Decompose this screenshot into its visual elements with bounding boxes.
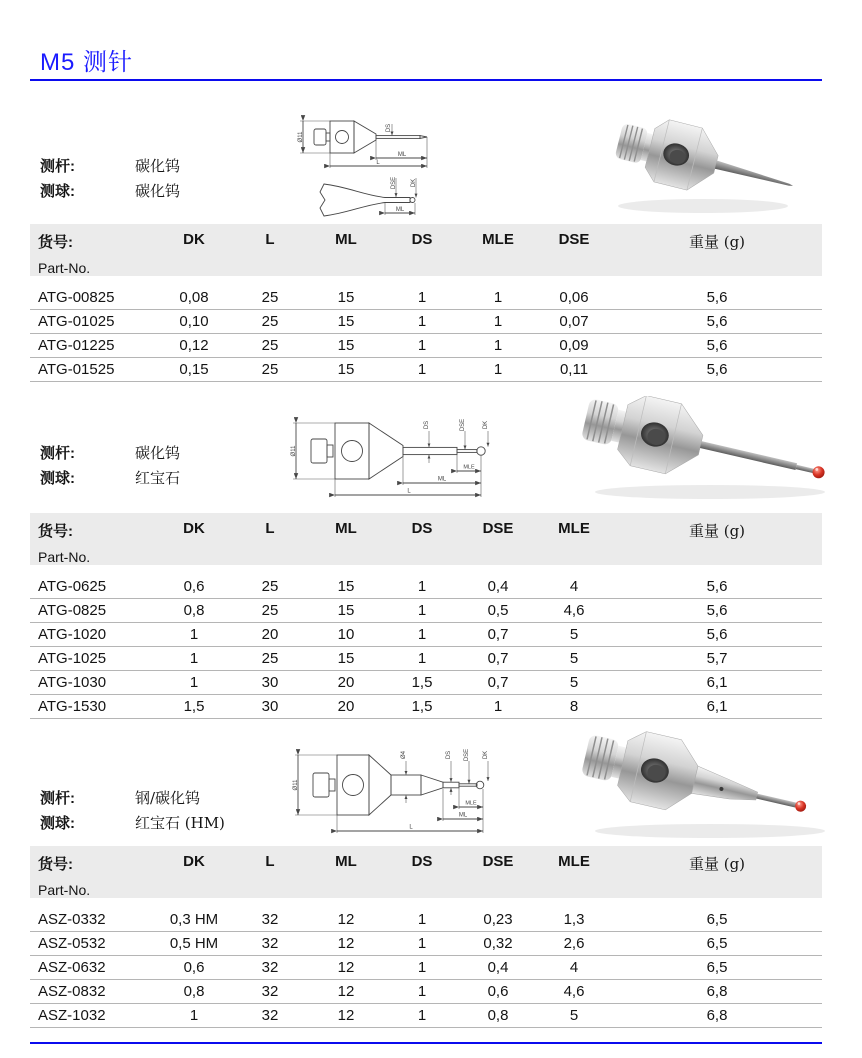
spec-cell: 6,1 xyxy=(612,671,822,695)
dim-label: DS xyxy=(446,750,452,760)
spec-cell: 1 xyxy=(384,647,460,671)
spec-cell: 1,5 xyxy=(384,695,460,719)
table-row xyxy=(30,599,822,623)
spec-cell: 30 xyxy=(232,695,308,719)
spec-cell: 0,15 xyxy=(156,358,232,382)
spec-table-3 xyxy=(30,846,822,1028)
col-header: DS xyxy=(384,513,460,570)
title-divider xyxy=(30,79,822,81)
spec-cell: 5 xyxy=(536,1004,612,1028)
table-row xyxy=(30,310,822,334)
part-no-cell: ATG-1030 xyxy=(30,671,156,695)
dim-label: DK xyxy=(411,178,417,188)
shaft-label: 测杆: xyxy=(40,790,75,807)
part-no-cell: ATG-1025 xyxy=(30,647,156,671)
part-sublabel: Part-No. xyxy=(38,549,91,565)
spec-cell: 0,7 xyxy=(460,647,536,671)
part-label: 货号: xyxy=(38,856,73,873)
spec-cell: 5,6 xyxy=(612,599,822,623)
spec-cell: 0,10 xyxy=(156,310,232,334)
part-no-cell: ASZ-1032 xyxy=(30,1004,156,1028)
spec-cell: 0,6 xyxy=(156,570,232,599)
col-header: MLE xyxy=(536,513,612,570)
weight-header: 重量 (g) xyxy=(612,846,822,903)
table-row xyxy=(30,334,822,358)
col-header: ML xyxy=(308,513,384,570)
table-row xyxy=(30,647,822,671)
spec-cell: 8 xyxy=(536,695,612,719)
spec-cell: 6,8 xyxy=(612,1004,822,1028)
header-row xyxy=(30,224,822,281)
part-no-cell: ATG-1020 xyxy=(30,623,156,647)
spec-cell: 1 xyxy=(460,281,536,310)
spec-cell: 32 xyxy=(232,932,308,956)
spec-cell: 15 xyxy=(308,647,384,671)
stylus-shaft xyxy=(756,794,796,808)
dim-label: DK xyxy=(483,750,489,760)
spec-cell: 6,1 xyxy=(612,695,822,719)
part-no-header xyxy=(30,513,156,570)
drawing-neck xyxy=(326,133,330,141)
product-photo-ruby-stylus xyxy=(560,396,855,511)
drawing-hole xyxy=(336,131,349,144)
ball-value: 红宝石 xyxy=(135,469,181,487)
spec-cell: 10 xyxy=(308,623,384,647)
spec-cell: 5,6 xyxy=(612,334,822,358)
drawing-taper xyxy=(421,775,443,795)
part-no-cell: ATG-01225 xyxy=(30,334,156,358)
table-row xyxy=(30,695,822,719)
spec-cell: 15 xyxy=(308,570,384,599)
spec-cell: 32 xyxy=(232,1004,308,1028)
table-row xyxy=(30,623,822,647)
spec-cell: 1 xyxy=(384,1004,460,1028)
ball-value: 碳化钨 xyxy=(135,182,181,200)
drawing-cap xyxy=(314,129,326,145)
spec-cell: 32 xyxy=(232,903,308,932)
col-header: L xyxy=(232,846,308,903)
spec-cell: 0,8 xyxy=(156,599,232,623)
drawing-body xyxy=(335,423,369,479)
spec-cell: 30 xyxy=(232,671,308,695)
spec-cell: 5 xyxy=(536,647,612,671)
part-no-cell: ATG-01525 xyxy=(30,358,156,382)
spec-cell: 0,4 xyxy=(460,570,536,599)
part-no-cell: ATG-0825 xyxy=(30,599,156,623)
part-no-cell: ATG-00825 xyxy=(30,281,156,310)
col-header: DSE xyxy=(460,846,536,903)
part-no-cell: ASZ-0532 xyxy=(30,932,156,956)
spec-cell: 1,3 xyxy=(536,903,612,932)
spec-cell: 0,11 xyxy=(536,358,612,382)
spec-cell: 12 xyxy=(308,980,384,1004)
spec-cell: 4 xyxy=(536,956,612,980)
spec-cell: 1 xyxy=(384,599,460,623)
spec-cell: 1 xyxy=(460,695,536,719)
ball-material-row xyxy=(40,465,300,490)
part-no-cell: ATG-0625 xyxy=(30,570,156,599)
spec-cell: 15 xyxy=(308,334,384,358)
drawing-step xyxy=(457,450,477,453)
needle-tip xyxy=(715,161,795,189)
shaft-material-row xyxy=(40,440,300,465)
spec-cell: 1 xyxy=(384,932,460,956)
header-row xyxy=(30,846,822,903)
drawing-tip-ball xyxy=(410,198,415,203)
spec-cell: 0,4 xyxy=(460,956,536,980)
drawing-shaft xyxy=(376,136,420,139)
spec-cell: 0,12 xyxy=(156,334,232,358)
spec-cell: 1 xyxy=(384,623,460,647)
table-row xyxy=(30,903,822,932)
spec-cell: 0,5 xyxy=(460,599,536,623)
spec-cell: 6,5 xyxy=(612,932,822,956)
stylus-step xyxy=(796,465,815,473)
spec-cell: 5,6 xyxy=(612,310,822,334)
ball-material-row xyxy=(40,810,300,835)
part-label: 货号: xyxy=(38,523,73,540)
drawing-neck xyxy=(329,779,335,791)
spec-cell: 12 xyxy=(308,932,384,956)
col-header: DSE xyxy=(460,513,536,570)
shaft-label: 测杆: xyxy=(40,158,75,175)
table-row xyxy=(30,1004,822,1028)
table-row xyxy=(30,281,822,310)
dim-label: L xyxy=(409,824,413,831)
drawing-hole xyxy=(342,441,363,462)
drawing-sleeve xyxy=(391,775,421,795)
col-header: L xyxy=(232,513,308,570)
drawing-shaft xyxy=(443,782,459,788)
drawing-cone xyxy=(369,755,391,815)
materials-block-3 xyxy=(40,785,300,835)
spec-cell: 25 xyxy=(232,599,308,623)
col-header: DSE xyxy=(536,224,612,281)
spec-cell: 1 xyxy=(460,310,536,334)
spec-table-1 xyxy=(30,224,822,382)
spec-cell: 15 xyxy=(308,281,384,310)
dim-label: ML xyxy=(397,152,407,158)
spec-cell: 1 xyxy=(384,980,460,1004)
spec-cell: 1 xyxy=(384,334,460,358)
spec-cell: 1 xyxy=(384,956,460,980)
spec-cell: 4 xyxy=(536,570,612,599)
spec-cell: 15 xyxy=(308,358,384,382)
spec-cell: 0,5 HM xyxy=(156,932,232,956)
table-row xyxy=(30,956,822,980)
shaft-label: 测杆: xyxy=(40,445,75,462)
part-label: 货号: xyxy=(38,234,73,251)
spec-cell: 0,07 xyxy=(536,310,612,334)
drawing-body xyxy=(337,755,369,815)
drawing-cone xyxy=(369,423,403,479)
spec-cell: 0,08 xyxy=(156,281,232,310)
spec-cell: 0,8 xyxy=(460,1004,536,1028)
spec-cell: 0,7 xyxy=(460,671,536,695)
spec-cell: 25 xyxy=(232,310,308,334)
spec-cell: 1 xyxy=(460,334,536,358)
dim-label: ML xyxy=(437,476,447,483)
spec-cell: 0,09 xyxy=(536,334,612,358)
part-sublabel: Part-No. xyxy=(38,882,91,898)
spec-cell: 1 xyxy=(156,647,232,671)
header-row xyxy=(30,513,822,570)
part-sublabel: Part-No. xyxy=(38,260,91,276)
spec-cell: 1 xyxy=(384,570,460,599)
spec-cell: 1 xyxy=(384,281,460,310)
photo-shadow xyxy=(618,199,788,213)
weight-header: 重量 (g) xyxy=(612,513,822,570)
col-header: DK xyxy=(156,846,232,903)
part-no-header xyxy=(30,846,156,903)
technical-drawing-1 xyxy=(292,112,442,225)
drawing-step xyxy=(459,784,477,786)
part-no-header xyxy=(30,224,156,281)
shaft-value: 钢/碳化钨 xyxy=(135,789,201,807)
spec-cell: 15 xyxy=(308,310,384,334)
footer-divider xyxy=(30,1042,822,1044)
ruby-ball xyxy=(794,800,807,813)
part-no-cell: ASZ-0832 xyxy=(30,980,156,1004)
table-row xyxy=(30,980,822,1004)
dim-label: Ø4 xyxy=(401,750,407,760)
ball-material-row xyxy=(40,178,300,203)
materials-block-1 xyxy=(40,153,300,203)
table-row xyxy=(30,671,822,695)
drawing-cap xyxy=(311,439,327,463)
dim-label: DS xyxy=(386,123,392,133)
col-header: ML xyxy=(308,846,384,903)
spec-cell: 0,6 xyxy=(156,956,232,980)
drawing-neck xyxy=(327,445,333,457)
dim-label: DS xyxy=(424,420,430,430)
dim-label: L xyxy=(407,488,411,495)
spec-cell: 0,23 xyxy=(460,903,536,932)
spec-cell: 20 xyxy=(308,671,384,695)
spec-cell: 25 xyxy=(232,334,308,358)
drawing-tip xyxy=(420,136,427,139)
part-no-cell: ASZ-0332 xyxy=(30,903,156,932)
ball-label: 测球: xyxy=(40,183,75,200)
spec-cell: 5,7 xyxy=(612,647,822,671)
dim-label: Ø11 xyxy=(291,445,297,457)
spec-cell: 5 xyxy=(536,671,612,695)
materials-block-2 xyxy=(40,440,300,490)
photo-shadow xyxy=(595,485,825,499)
spec-cell: 12 xyxy=(308,1004,384,1028)
spec-cell: 25 xyxy=(232,647,308,671)
spec-cell: 12 xyxy=(308,903,384,932)
table-row xyxy=(30,358,822,382)
spec-cell: 0,32 xyxy=(460,932,536,956)
ball-label: 测球: xyxy=(40,815,75,832)
shaft-material-row xyxy=(40,153,300,178)
ball-label: 测球: xyxy=(40,470,75,487)
photo-shadow xyxy=(595,824,825,838)
col-header: DS xyxy=(384,224,460,281)
spec-table-2 xyxy=(30,513,822,719)
drawing-cone xyxy=(354,121,376,153)
spec-cell: 25 xyxy=(232,570,308,599)
spec-cell: 1 xyxy=(384,310,460,334)
product-photo-needle-stylus xyxy=(598,110,813,228)
spec-cell: 12 xyxy=(308,956,384,980)
spec-cell: 25 xyxy=(232,358,308,382)
part-no-cell: ATG-1530 xyxy=(30,695,156,719)
drawing-ball xyxy=(477,447,485,455)
dim-label: ML xyxy=(395,207,405,213)
spec-cell: 32 xyxy=(232,956,308,980)
spec-cell: 20 xyxy=(308,695,384,719)
spec-cell: 0,06 xyxy=(536,281,612,310)
spec-cell: 6,5 xyxy=(612,903,822,932)
table-row xyxy=(30,570,822,599)
ball-value: 红宝石 (HM) xyxy=(135,814,225,832)
spec-cell: 6,5 xyxy=(612,956,822,980)
col-header: MLE xyxy=(460,224,536,281)
spec-cell: 1,5 xyxy=(156,695,232,719)
part-no-cell: ASZ-0632 xyxy=(30,956,156,980)
dim-label: DSE xyxy=(391,176,397,190)
table-row xyxy=(30,932,822,956)
spec-cell: 0,8 xyxy=(156,980,232,1004)
spec-cell: 6,8 xyxy=(612,980,822,1004)
drawing-shaft xyxy=(403,447,457,454)
drawing-cap xyxy=(313,773,329,797)
dim-label: DSE xyxy=(460,418,466,432)
dim-label: L xyxy=(376,160,380,166)
spec-cell: 5,6 xyxy=(612,281,822,310)
spec-cell: 15 xyxy=(308,599,384,623)
spec-cell: 0,6 xyxy=(460,980,536,1004)
spec-cell: 5 xyxy=(536,623,612,647)
stylus-shaft xyxy=(700,441,797,470)
shaft-material-row xyxy=(40,785,300,810)
drawing-hole xyxy=(343,775,364,796)
spec-cell: 4,6 xyxy=(536,599,612,623)
dim-label: Ø11 xyxy=(293,779,299,791)
spec-cell: 1 xyxy=(384,903,460,932)
ruby-ball xyxy=(811,465,825,479)
spec-cell: 5,6 xyxy=(612,623,822,647)
shaft-value: 碳化钨 xyxy=(135,157,181,175)
technical-drawing-2 xyxy=(283,403,503,510)
spec-cell: 5,6 xyxy=(612,358,822,382)
col-header: MLE xyxy=(536,846,612,903)
shaft-value: 碳化钨 xyxy=(135,444,181,462)
dim-label: Ø11 xyxy=(298,131,304,143)
col-header: L xyxy=(232,224,308,281)
spec-cell: 2,6 xyxy=(536,932,612,956)
spec-cell: 1 xyxy=(156,623,232,647)
drawing-body xyxy=(330,121,354,153)
dim-label: DSE xyxy=(464,748,470,762)
spec-cell: 1 xyxy=(460,358,536,382)
page-title: M5 测针 xyxy=(40,49,134,76)
spec-cell: 5,6 xyxy=(612,570,822,599)
spec-cell: 32 xyxy=(232,980,308,1004)
spec-cell: 1,5 xyxy=(384,671,460,695)
spec-cell: 1 xyxy=(156,1004,232,1028)
part-no-cell: ATG-01025 xyxy=(30,310,156,334)
technical-drawing-3 xyxy=(285,733,500,847)
dim-label: MLE xyxy=(463,464,475,471)
spec-cell: 0,7 xyxy=(460,623,536,647)
spec-cell: 4,6 xyxy=(536,980,612,1004)
col-header: DK xyxy=(156,224,232,281)
col-header: ML xyxy=(308,224,384,281)
dim-label: MLE xyxy=(465,800,477,807)
stylus-sleeve xyxy=(692,766,761,808)
spec-cell: 1 xyxy=(384,358,460,382)
dim-label: ML xyxy=(458,812,468,819)
spec-cell: 0,3 HM xyxy=(156,903,232,932)
spec-cell: 25 xyxy=(232,281,308,310)
spec-cell: 20 xyxy=(232,623,308,647)
col-header: DK xyxy=(156,513,232,570)
product-photo-tapered-ruby-stylus xyxy=(560,726,855,851)
col-header: DS xyxy=(384,846,460,903)
spec-cell: 1 xyxy=(156,671,232,695)
dim-label: DK xyxy=(483,420,489,430)
weight-header: 重量 (g) xyxy=(612,224,822,281)
